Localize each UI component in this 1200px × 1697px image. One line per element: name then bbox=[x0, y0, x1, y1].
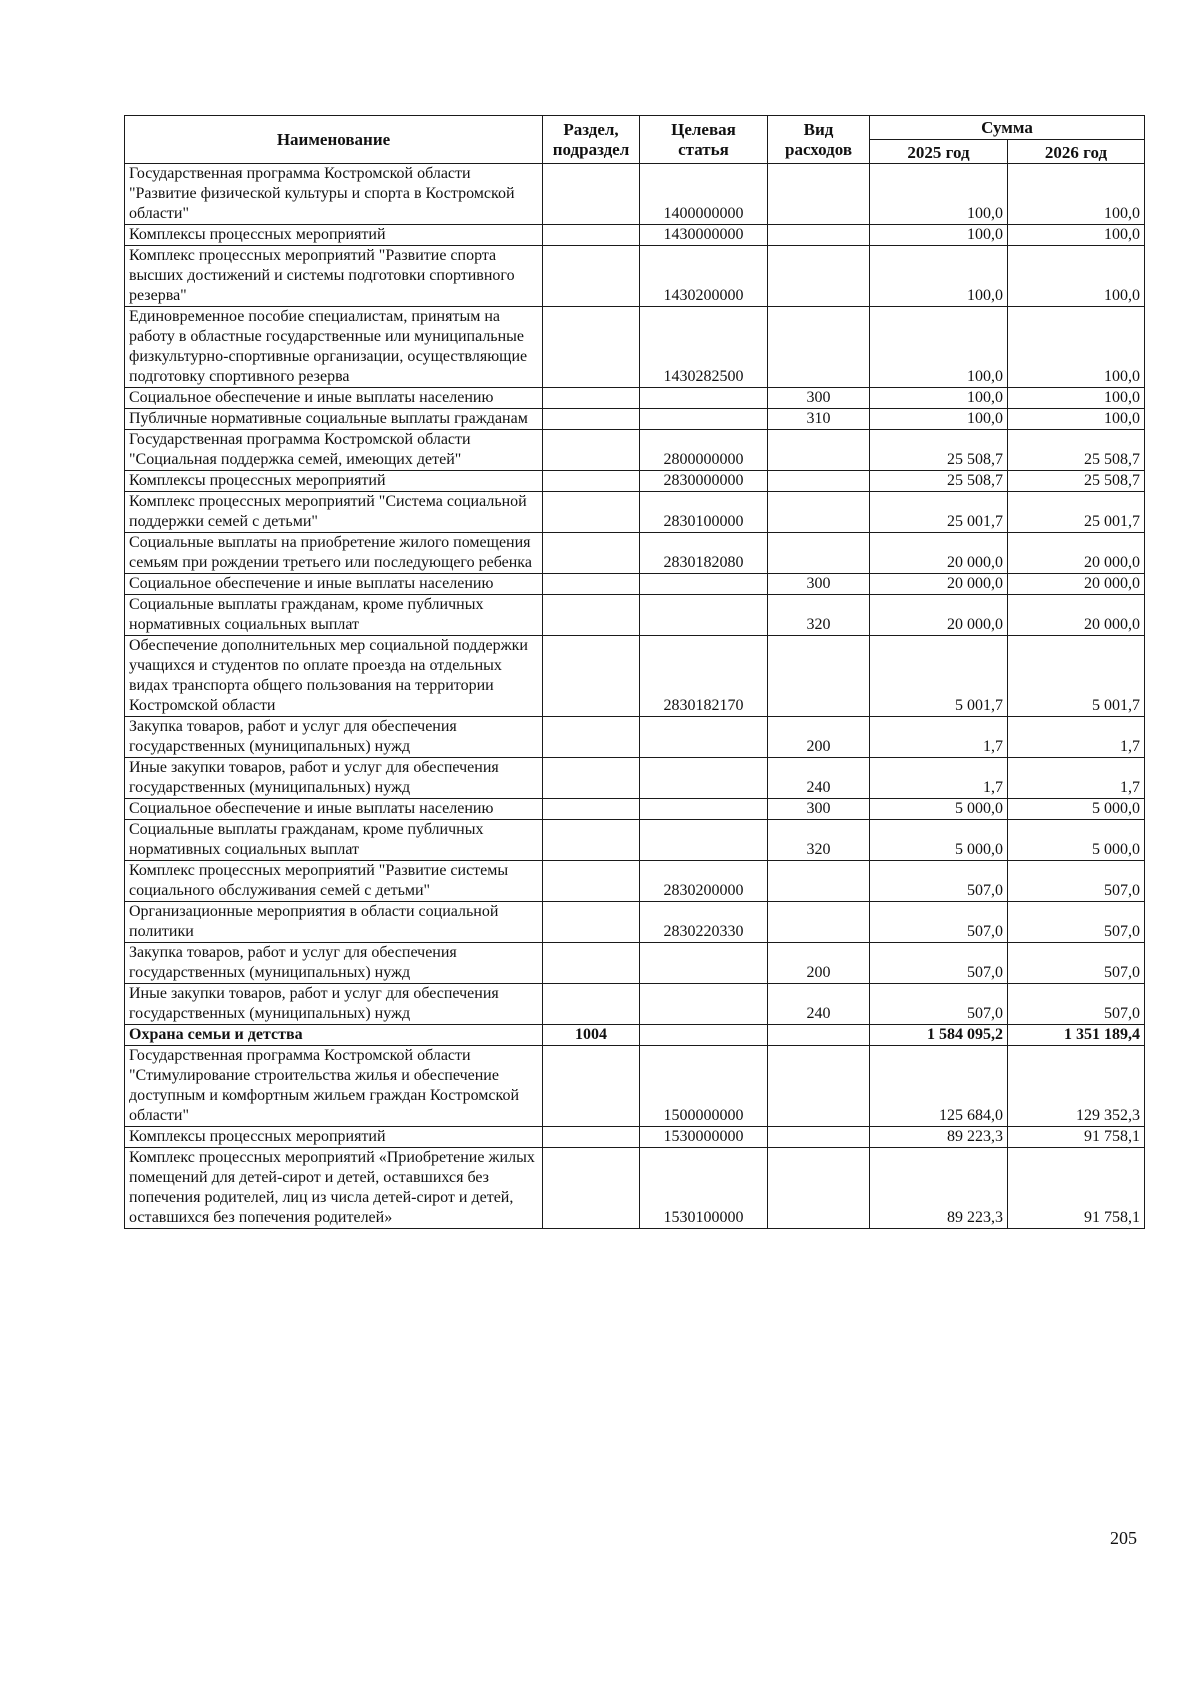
header-kind: Вид расходов bbox=[768, 116, 870, 164]
cell-kind bbox=[768, 1148, 870, 1229]
budget-table bbox=[124, 115, 1145, 1229]
cell-2025: 100,0 bbox=[870, 409, 1008, 430]
cell-name: Комплекс процессных мероприятий «Приобретение жилых помещений для детей-сирот и детей, оставшихся без попечения родителей, лиц из числа детей-сирот и детей, оставшихся без попечения родителей» bbox=[125, 1148, 543, 1229]
cell-kind: 320 bbox=[768, 820, 870, 861]
cell-kind bbox=[768, 1127, 870, 1148]
table-row bbox=[125, 492, 1145, 533]
cell-2026: 507,0 bbox=[1008, 943, 1145, 984]
table-row bbox=[125, 595, 1145, 636]
cell-article bbox=[640, 984, 768, 1025]
cell-section bbox=[543, 758, 640, 799]
cell-kind bbox=[768, 492, 870, 533]
cell-2026: 25 508,7 bbox=[1008, 471, 1145, 492]
cell-name: Государственная программа Костромской области "Стимулирование строительства жилья и обеспечение доступным и комфортным жильем граждан Костромской области" bbox=[125, 1046, 543, 1127]
cell-2026: 25 508,7 bbox=[1008, 430, 1145, 471]
cell-2025: 507,0 bbox=[870, 984, 1008, 1025]
cell-section bbox=[543, 943, 640, 984]
cell-2026: 1,7 bbox=[1008, 758, 1145, 799]
cell-section: 1004 bbox=[543, 1025, 640, 1046]
cell-kind bbox=[768, 1046, 870, 1127]
cell-article: 1530100000 bbox=[640, 1148, 768, 1229]
cell-name: Социальные выплаты гражданам, кроме публичных нормативных социальных выплат bbox=[125, 820, 543, 861]
cell-kind: 300 bbox=[768, 799, 870, 820]
cell-name: Публичные нормативные социальные выплаты гражданам bbox=[125, 409, 543, 430]
table-row bbox=[125, 430, 1145, 471]
cell-article: 2830182080 bbox=[640, 533, 768, 574]
cell-section bbox=[543, 636, 640, 717]
cell-2026: 507,0 bbox=[1008, 902, 1145, 943]
header-section: Раздел, подраздел bbox=[543, 116, 640, 164]
cell-kind: 300 bbox=[768, 574, 870, 595]
cell-name: Единовременное пособие специалистам, принятым на работу в областные государственные или муниципальные физкультурно-спортивные организации, осуществляющие подготовку спортивного резерва bbox=[125, 307, 543, 388]
cell-article bbox=[640, 409, 768, 430]
cell-2025: 5 000,0 bbox=[870, 799, 1008, 820]
cell-section bbox=[543, 1046, 640, 1127]
cell-kind bbox=[768, 1025, 870, 1046]
cell-name: Комплексы процессных мероприятий bbox=[125, 225, 543, 246]
cell-2026: 100,0 bbox=[1008, 307, 1145, 388]
cell-article: 1430282500 bbox=[640, 307, 768, 388]
cell-section bbox=[543, 574, 640, 595]
cell-article: 1530000000 bbox=[640, 1127, 768, 1148]
cell-name: Социальное обеспечение и иные выплаты населению bbox=[125, 799, 543, 820]
table-row bbox=[125, 164, 1145, 225]
cell-2026: 91 758,1 bbox=[1008, 1148, 1145, 1229]
cell-article: 1400000000 bbox=[640, 164, 768, 225]
cell-name: Иные закупки товаров, работ и услуг для обеспечения государственных (муниципальных) нужд bbox=[125, 984, 543, 1025]
cell-article: 2830000000 bbox=[640, 471, 768, 492]
cell-2025: 20 000,0 bbox=[870, 574, 1008, 595]
cell-article bbox=[640, 1025, 768, 1046]
cell-name: Комплекс процессных мероприятий "Система социальной поддержки семей с детьми" bbox=[125, 492, 543, 533]
table-row bbox=[125, 1127, 1145, 1148]
cell-2025: 100,0 bbox=[870, 225, 1008, 246]
cell-section bbox=[543, 820, 640, 861]
cell-2025: 20 000,0 bbox=[870, 533, 1008, 574]
cell-name: Организационные мероприятия в области социальной политики bbox=[125, 902, 543, 943]
cell-article: 2830100000 bbox=[640, 492, 768, 533]
table-row bbox=[125, 225, 1145, 246]
cell-2026: 129 352,3 bbox=[1008, 1046, 1145, 1127]
table-row bbox=[125, 984, 1145, 1025]
cell-section bbox=[543, 225, 640, 246]
cell-2025: 89 223,3 bbox=[870, 1148, 1008, 1229]
cell-2026: 5 000,0 bbox=[1008, 820, 1145, 861]
cell-2026: 507,0 bbox=[1008, 861, 1145, 902]
cell-2025: 25 508,7 bbox=[870, 430, 1008, 471]
cell-2026: 100,0 bbox=[1008, 225, 1145, 246]
cell-article bbox=[640, 820, 768, 861]
cell-name: Социальное обеспечение и иные выплаты населению bbox=[125, 574, 543, 595]
cell-2025: 89 223,3 bbox=[870, 1127, 1008, 1148]
cell-kind: 310 bbox=[768, 409, 870, 430]
cell-kind bbox=[768, 471, 870, 492]
cell-2026: 20 000,0 bbox=[1008, 595, 1145, 636]
cell-article: 2800000000 bbox=[640, 430, 768, 471]
cell-article bbox=[640, 717, 768, 758]
cell-2026: 5 001,7 bbox=[1008, 636, 1145, 717]
cell-2025: 1,7 bbox=[870, 758, 1008, 799]
cell-name: Социальное обеспечение и иные выплаты населению bbox=[125, 388, 543, 409]
cell-name: Закупка товаров, работ и услуг для обеспечения государственных (муниципальных) нужд bbox=[125, 943, 543, 984]
cell-2025: 5 000,0 bbox=[870, 820, 1008, 861]
cell-kind: 240 bbox=[768, 758, 870, 799]
cell-kind bbox=[768, 861, 870, 902]
header-year-2026: 2026 год bbox=[1008, 140, 1145, 164]
cell-name: Социальные выплаты гражданам, кроме публичных нормативных социальных выплат bbox=[125, 595, 543, 636]
table-row bbox=[125, 1025, 1145, 1046]
table-row bbox=[125, 246, 1145, 307]
table-row bbox=[125, 471, 1145, 492]
cell-2026: 1 351 189,4 bbox=[1008, 1025, 1145, 1046]
cell-article: 1430200000 bbox=[640, 246, 768, 307]
cell-2026: 20 000,0 bbox=[1008, 533, 1145, 574]
cell-2026: 100,0 bbox=[1008, 388, 1145, 409]
cell-section bbox=[543, 430, 640, 471]
table-row bbox=[125, 861, 1145, 902]
cell-2025: 1 584 095,2 bbox=[870, 1025, 1008, 1046]
cell-article bbox=[640, 799, 768, 820]
header-name: Наименование bbox=[125, 116, 543, 164]
cell-kind: 200 bbox=[768, 717, 870, 758]
cell-section bbox=[543, 595, 640, 636]
cell-2026: 100,0 bbox=[1008, 246, 1145, 307]
cell-kind bbox=[768, 533, 870, 574]
table-row bbox=[125, 1148, 1145, 1229]
cell-article bbox=[640, 943, 768, 984]
cell-2026: 25 001,7 bbox=[1008, 492, 1145, 533]
cell-name: Комплекс процессных мероприятий "Развитие спорта высших достижений и системы подготовки спортивного резерва" bbox=[125, 246, 543, 307]
table-row bbox=[125, 717, 1145, 758]
cell-2025: 507,0 bbox=[870, 902, 1008, 943]
table-row bbox=[125, 636, 1145, 717]
header-article: Целевая статья bbox=[640, 116, 768, 164]
cell-section bbox=[543, 388, 640, 409]
table-row bbox=[125, 799, 1145, 820]
table-row bbox=[125, 533, 1145, 574]
table-header bbox=[125, 116, 1145, 164]
header-year-2025: 2025 год bbox=[870, 140, 1008, 164]
cell-2025: 25 001,7 bbox=[870, 492, 1008, 533]
cell-name: Государственная программа Костромской области "Развитие физической культуры и спорта в Костромской области" bbox=[125, 164, 543, 225]
cell-name: Охрана семьи и детства bbox=[125, 1025, 543, 1046]
cell-2026: 20 000,0 bbox=[1008, 574, 1145, 595]
cell-2025: 100,0 bbox=[870, 307, 1008, 388]
cell-kind bbox=[768, 225, 870, 246]
cell-kind bbox=[768, 636, 870, 717]
cell-2025: 25 508,7 bbox=[870, 471, 1008, 492]
cell-2025: 100,0 bbox=[870, 246, 1008, 307]
table-row bbox=[125, 758, 1145, 799]
cell-section bbox=[543, 1127, 640, 1148]
cell-2026: 91 758,1 bbox=[1008, 1127, 1145, 1148]
cell-article: 1430000000 bbox=[640, 225, 768, 246]
cell-2025: 100,0 bbox=[870, 164, 1008, 225]
cell-2026: 5 000,0 bbox=[1008, 799, 1145, 820]
cell-name: Комплексы процессных мероприятий bbox=[125, 1127, 543, 1148]
cell-section bbox=[543, 471, 640, 492]
cell-article: 2830220330 bbox=[640, 902, 768, 943]
cell-2026: 100,0 bbox=[1008, 409, 1145, 430]
cell-kind: 320 bbox=[768, 595, 870, 636]
cell-name: Иные закупки товаров, работ и услуг для обеспечения государственных (муниципальных) нужд bbox=[125, 758, 543, 799]
cell-2025: 20 000,0 bbox=[870, 595, 1008, 636]
table-row bbox=[125, 902, 1145, 943]
cell-2026: 507,0 bbox=[1008, 984, 1145, 1025]
cell-name: Государственная программа Костромской области "Социальная поддержка семей, имеющих детей" bbox=[125, 430, 543, 471]
cell-article: 2830200000 bbox=[640, 861, 768, 902]
table-row bbox=[125, 388, 1145, 409]
cell-name: Комплексы процессных мероприятий bbox=[125, 471, 543, 492]
cell-article bbox=[640, 388, 768, 409]
cell-section bbox=[543, 164, 640, 225]
cell-article bbox=[640, 595, 768, 636]
cell-article bbox=[640, 758, 768, 799]
cell-kind bbox=[768, 902, 870, 943]
table-row bbox=[125, 943, 1145, 984]
cell-article: 1500000000 bbox=[640, 1046, 768, 1127]
cell-section bbox=[543, 984, 640, 1025]
cell-2026: 1,7 bbox=[1008, 717, 1145, 758]
cell-section bbox=[543, 799, 640, 820]
table-body bbox=[125, 164, 1145, 1229]
cell-kind: 300 bbox=[768, 388, 870, 409]
table-row bbox=[125, 307, 1145, 388]
cell-name: Закупка товаров, работ и услуг для обеспечения государственных (муниципальных) нужд bbox=[125, 717, 543, 758]
cell-kind bbox=[768, 430, 870, 471]
cell-section bbox=[543, 902, 640, 943]
cell-2025: 100,0 bbox=[870, 388, 1008, 409]
cell-article bbox=[640, 574, 768, 595]
cell-section bbox=[543, 717, 640, 758]
table-row bbox=[125, 409, 1145, 430]
table-row bbox=[125, 1046, 1145, 1127]
cell-2025: 507,0 bbox=[870, 861, 1008, 902]
cell-2025: 1,7 bbox=[870, 717, 1008, 758]
cell-section bbox=[543, 307, 640, 388]
cell-name: Комплекс процессных мероприятий "Развитие системы социального обслуживания семей с детьми" bbox=[125, 861, 543, 902]
cell-section bbox=[543, 492, 640, 533]
cell-kind: 200 bbox=[768, 943, 870, 984]
cell-kind bbox=[768, 164, 870, 225]
cell-2025: 507,0 bbox=[870, 943, 1008, 984]
cell-2025: 125 684,0 bbox=[870, 1046, 1008, 1127]
cell-kind bbox=[768, 307, 870, 388]
cell-kind: 240 bbox=[768, 984, 870, 1025]
cell-section bbox=[543, 861, 640, 902]
cell-section bbox=[543, 1148, 640, 1229]
cell-section bbox=[543, 533, 640, 574]
cell-section bbox=[543, 246, 640, 307]
page-number: 205 bbox=[1110, 1528, 1137, 1548]
header-sum: Сумма bbox=[870, 116, 1145, 140]
cell-kind bbox=[768, 246, 870, 307]
cell-article: 2830182170 bbox=[640, 636, 768, 717]
cell-2025: 5 001,7 bbox=[870, 636, 1008, 717]
cell-section bbox=[543, 409, 640, 430]
cell-name: Обеспечение дополнительных мер социальной поддержки учащихся и студентов по оплате проезда на отдельных видах транспорта общего пользования на территории Костромской области bbox=[125, 636, 543, 717]
table-row bbox=[125, 820, 1145, 861]
cell-2026: 100,0 bbox=[1008, 164, 1145, 225]
cell-name: Социальные выплаты на приобретение жилого помещения семьям при рождении третьего или последующего ребенка bbox=[125, 533, 543, 574]
table-row bbox=[125, 574, 1145, 595]
